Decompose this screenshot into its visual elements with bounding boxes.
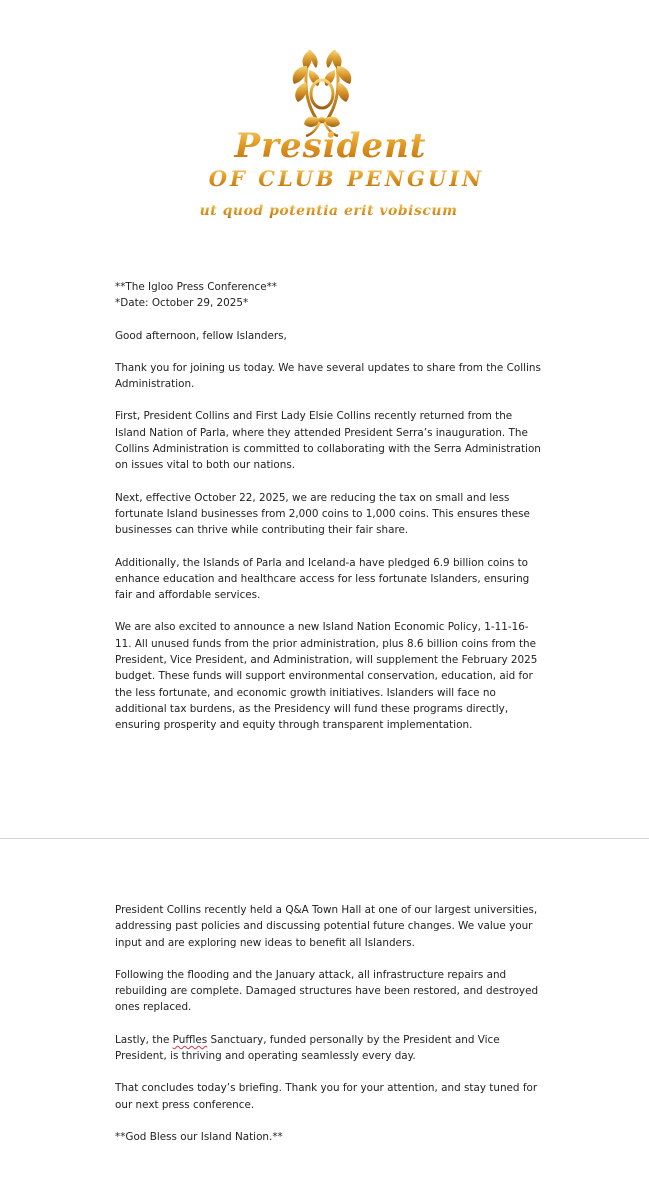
economic-policy-paragraph: We are also excited to announce a new Island Nation Economic Policy, 1-11-16-11. All unused funds from the prior administration, plus 8.6 billion coins from the President, Vice President, and Administration, will supplement the February 2025 budget. These funds will support environmental conservation, education, aid for the less fortunate, and economic growth initiatives. Islanders will face no additional tax burdens, as the Presidency will fund these programs directly, ensuring prosperity and equity through transparent implementation. bbox=[115, 621, 538, 732]
pledge-paragraph: Additionally, the Islands of Parla and Iceland-a have pledged 6.9 billion coins to enhance education and healthcare access for less fortunate Islanders, ensuring fair and affordable services. bbox=[115, 556, 530, 602]
letterhead-title: President bbox=[0, 126, 649, 166]
letterhead-motto: ut quod potentia erit vobiscum bbox=[0, 203, 649, 219]
conclusion-paragraph: That concludes today’s briefing. Thank you for your attention, and stay tuned for our next press conference. bbox=[115, 1082, 538, 1111]
document-date: *Date: October 29, 2025* bbox=[115, 297, 249, 310]
closing-blessing: **God Bless our Island Nation.** bbox=[115, 1130, 283, 1143]
greeting-paragraph: Good afternoon, fellow Islanders, bbox=[115, 329, 287, 342]
infrastructure-paragraph: Following the flooding and the January attack, all infrastructure repairs and rebuilding are complete. Damaged structures have been restored, and destroyed ones replaced. bbox=[115, 968, 539, 1014]
town-hall-paragraph: President Collins recently held a Q&A Town Hall at one of our largest universities, addressing past policies and discussing potential future changes. We value your input and are exploring new ideas to benefit all Islanders. bbox=[115, 904, 538, 949]
tax-reduction-paragraph: Next, effective October 22, 2025, we are reducing the tax on small and less fortunate Island businesses from 2,000 coins to 1,000 coins. This ensures these businesses can thrive while contributing their fair share. bbox=[115, 491, 530, 537]
press-release-body-continued bbox=[115, 902, 545, 1161]
spellcheck-flagged-word: Puffles bbox=[172, 1033, 208, 1046]
document-page-2 bbox=[0, 839, 649, 1200]
letterhead-subtitle: OF CLUB PENGUIN bbox=[0, 166, 649, 191]
sanctuary-paragraph: Lastly, the Puffles Sanctuary, funded personally by the President and Vice President, is thriving and operating seamlessly every day. bbox=[115, 1033, 500, 1063]
intro-paragraph: Thank you for joining us today. We have several updates to share from the Collins Administration. bbox=[115, 361, 541, 391]
parla-visit-paragraph: First, President Collins and First Lady Elsie Collins recently returned from the Island Nation of Parla, where they attended President Serra’s inauguration. The Collins Administration is committed to collaborating with the Serra Administration on issues vital to both our nations. bbox=[115, 410, 541, 472]
golden-laurel-wreath-icon bbox=[276, 36, 368, 140]
document-heading: **The Igloo Press Conference** bbox=[115, 281, 277, 293]
press-release-body bbox=[115, 279, 545, 750]
